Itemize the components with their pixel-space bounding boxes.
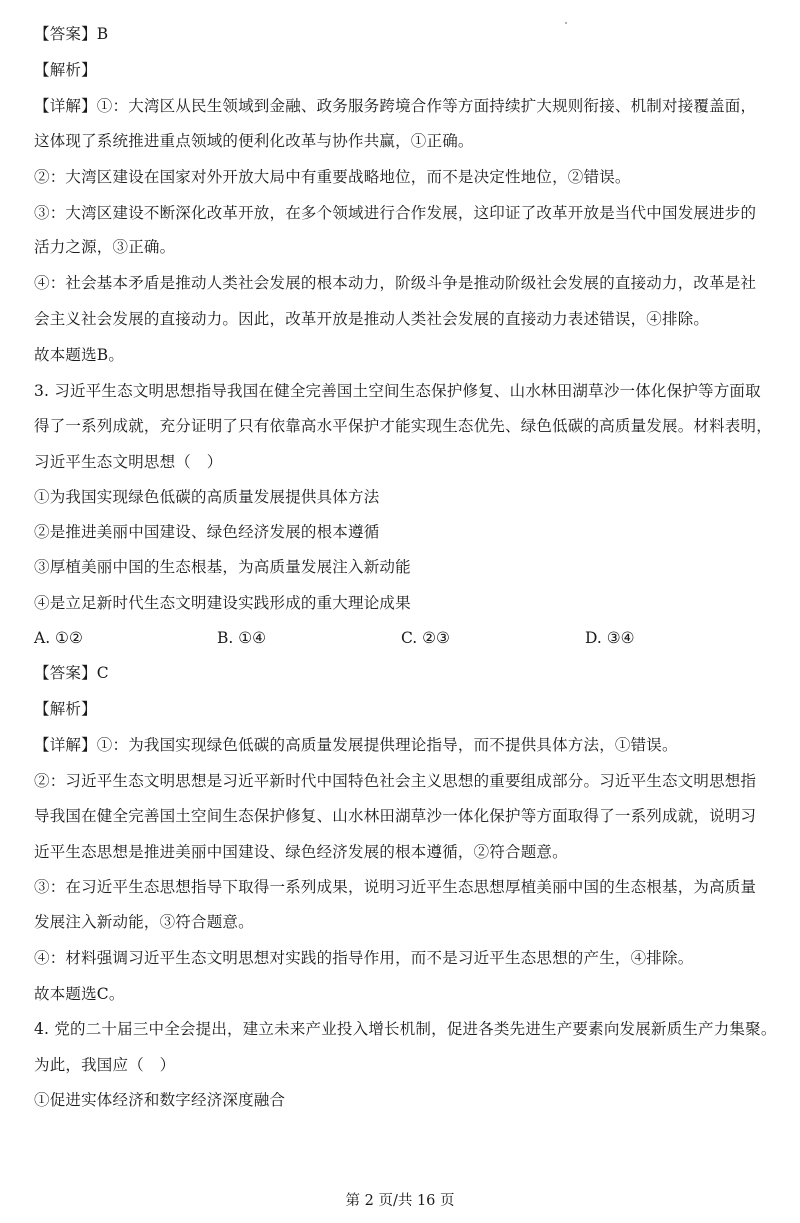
explanation-line: ②：习近平生态文明思想是习近平新时代中国特色社会主义思想的重要组成部分。习近平生态文明思想指: [34, 772, 757, 790]
question-statement: ②是推进美丽中国建设、绿色经济发展的根本遵循: [34, 523, 380, 541]
explanation-line: 活力之源，③正确。: [34, 238, 176, 256]
question-stem: 习近平生态文明思想（ ）: [34, 453, 223, 471]
question-stem: 得了一系列成就，充分证明了只有依靠高水平保护才能实现生态优先、绿色低碳的高质量发展。材料表明，: [34, 417, 772, 435]
explanation-line: ④：材料强调习近平生态文明思想对实践的指导作用，而不是习近平生态思想的产生，④排除。: [34, 949, 694, 967]
page-number-footer: 第 2 页/共 16 页: [345, 1193, 455, 1209]
explanation-line: 发展注入新动能，③符合题意。: [34, 913, 254, 931]
scan-speck: [565, 22, 567, 24]
explanation-line: 【详解】①：为我国实现绿色低碳的高质量发展提供理论指导，而不提供具体方法，①错误。: [34, 736, 678, 754]
explanation-line: 【详解】①：大湾区从民生领域到金融、政务服务跨境合作等方面持续扩大规则衔接、机制对接覆盖面，: [34, 97, 757, 115]
answer-label: 【答案】B: [34, 25, 109, 43]
question-statement: ①促进实体经济和数字经济深度融合: [34, 1091, 286, 1109]
option-a: A. ①②: [34, 629, 83, 647]
explanation-line: ④：社会基本矛盾是推动人类社会发展的根本动力，阶级斗争是推动阶级社会发展的直接动力，改革是社: [34, 274, 757, 292]
question-statement: ①为我国实现绿色低碳的高质量发展提供具体方法: [34, 488, 380, 506]
explanation-line: 导我国在健全完善国土空间生态保护修复、山水林田湖草沙一体化保护等方面取得了一系列成就，说明习: [34, 807, 757, 825]
option-b: B. ①④: [217, 629, 267, 647]
explanation-line: 会主义社会发展的直接动力。因此，改革开放是推动人类社会发展的直接动力表述错误，④排除。: [34, 310, 710, 328]
question-stem: 3. 习近平生态文明思想指导我国在健全完善国土空间生态保护修复、山水林田湖草沙一体化保护等方面取: [34, 382, 761, 400]
question-statement: ③厚植美丽中国的生态根基，为高质量发展注入新动能: [34, 558, 411, 576]
question-stem: 4. 党的二十届三中全会提出，建立未来产业投入增长机制，促进各类先进生产要素向发展新质生产力集聚。: [34, 1020, 777, 1038]
question-statement: ④是立足新时代生态文明建设实践形成的重大理论成果: [34, 594, 411, 612]
explanation-line: 近平生态思想是推进美丽中国建设、绿色经济发展的根本遵循，②符合题意。: [34, 843, 568, 861]
analysis-label: 【解析】: [34, 61, 97, 79]
explanation-line: 这体现了系统推进重点领域的便利化改革与协作共赢，①正确。: [34, 132, 474, 150]
option-c: C. ②③: [401, 629, 450, 647]
conclusion-line: 故本题选B。: [34, 346, 125, 364]
conclusion-line: 故本题选C。: [34, 985, 125, 1003]
option-d: D. ③④: [585, 629, 635, 647]
answer-label: 【答案】C: [34, 664, 109, 682]
explanation-line: ③：在习近平生态思想指导下取得一系列成果，说明习近平生态思想厚植美丽中国的生态根基，为高质量: [34, 878, 757, 896]
explanation-line: ②：大湾区建设在国家对外开放大局中有重要战略地位，而不是决定性地位，②错误。: [34, 168, 631, 186]
explanation-line: ③：大湾区建设不断深化改革开放，在多个领域进行合作发展，这印证了改革开放是当代中国发展进步的: [34, 204, 757, 222]
analysis-label: 【解析】: [34, 700, 97, 718]
question-stem: 为此，我国应（ ）: [34, 1056, 176, 1074]
